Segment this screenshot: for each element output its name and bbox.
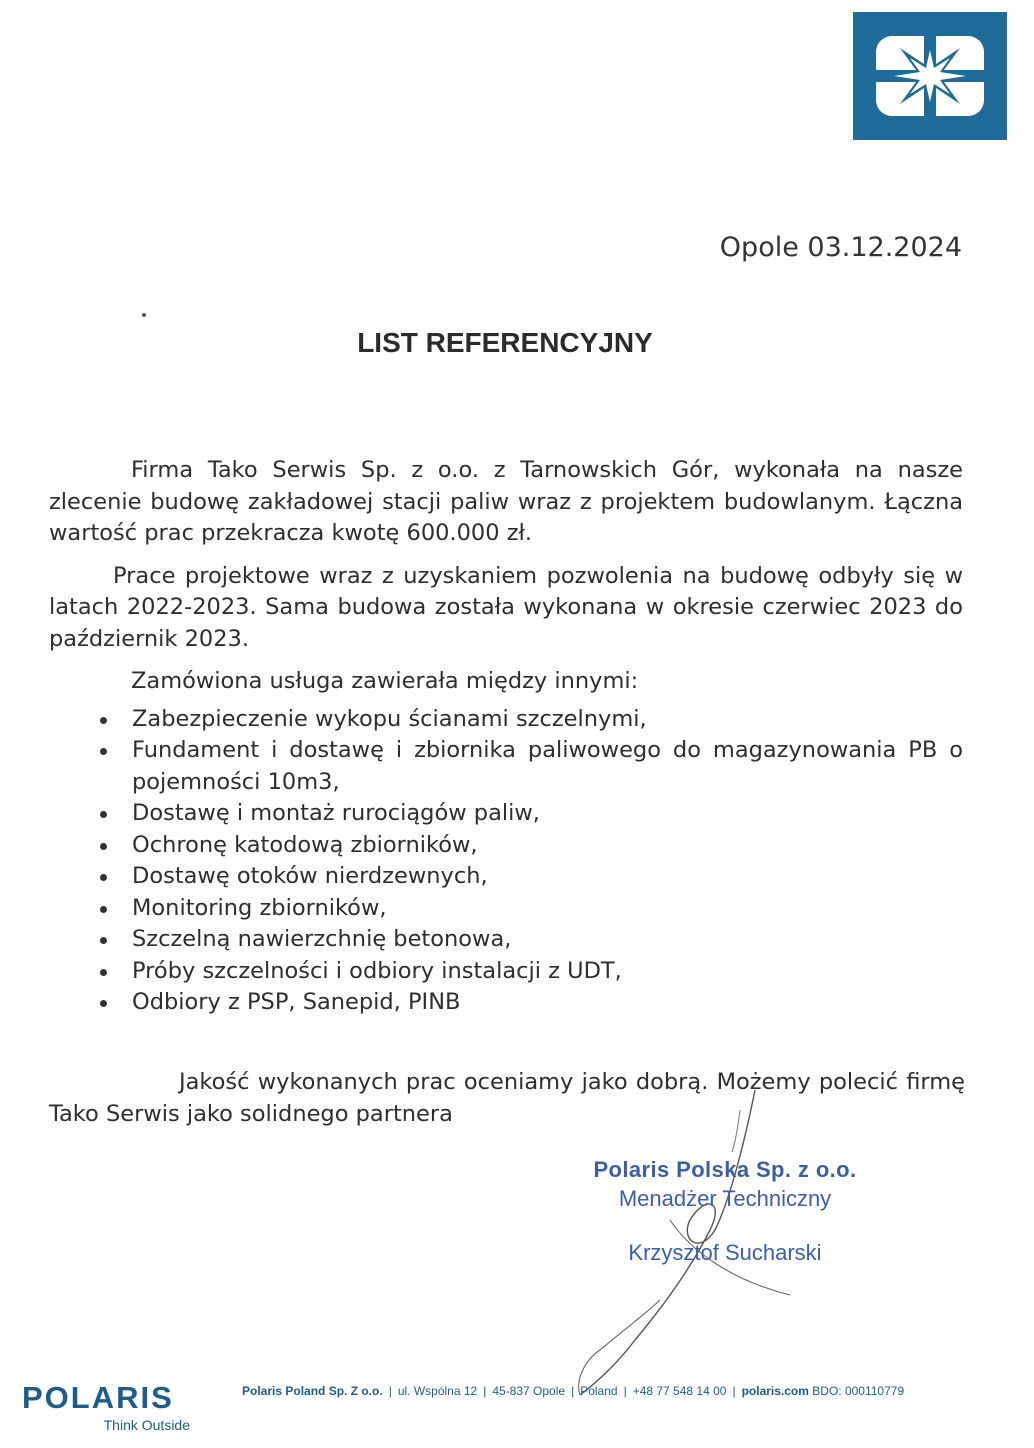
closing-text: Jakość wykonanych prac oceniamy jako dobrą. Możemy polecić firmę Tako Serwis jako solidnego partnera <box>49 1069 965 1127</box>
bullet-icon <box>100 748 107 755</box>
stamp-role: Menadżer Techniczny <box>618 1186 832 1211</box>
list-item: Zabezpieczenie wykopu ścianami szczelnymi, <box>49 704 963 736</box>
letter-title: LIST REFERENCYJNY <box>357 327 653 358</box>
bullet-icon <box>100 906 107 913</box>
footer-address: ul. Wspólna 12 <box>397 1384 478 1398</box>
bullet-icon <box>100 937 107 944</box>
stamp-company: Polaris Polska Sp. z o.o. <box>593 1157 857 1182</box>
footer-tagline: Think Outside <box>103 1417 190 1433</box>
paragraph-intro: Firma Tako Serwis Sp. z o.o. z Tarnowskich Gór, wykonała na nasze zlecenie budowę zakładowej stacji paliw wraz z projektem budowlanym. Łączna wartość prac przekracza kwotę 600.000 zł. <box>49 457 963 546</box>
letter-body <box>49 455 963 1019</box>
list-item: Szczelną nawierzchnię betonowa, <box>49 924 963 956</box>
scan-dot <box>142 313 146 317</box>
bullet-icon <box>100 874 107 881</box>
services-list <box>49 704 963 1019</box>
list-item: Odbiory z PSP, Sanepid, PINB <box>49 987 963 1019</box>
paragraph-timeline: Prace projektowe wraz z uzyskaniem pozwolenia na budowę odbyły się w latach 2022-2023. Sama budowa została wykonana w okresie czerwiec 2023 do październik 2023. <box>49 562 963 652</box>
footer-bdo: BDO: 000110779 <box>812 1384 905 1398</box>
footer-contact-info: Polaris Poland Sp. Z o.o. | ul. Wspólna 12 | 45-837 Opole | Poland | +48 77 548 14 00 | polaris.com BDO: 000110779 <box>242 1384 905 1398</box>
bullet-icon <box>100 843 107 850</box>
footer-phone: +48 77 548 14 00 <box>632 1384 727 1398</box>
letter-date: Opole 03.12.2024 <box>719 232 962 263</box>
closing-paragraph <box>49 1067 965 1130</box>
list-item: Fundament i dostawę i zbiornika paliwowego do magazynowania PB o pojemności 10m3, <box>49 735 963 798</box>
list-item: Dostawę otoków nierdzewnych, <box>49 861 963 893</box>
bullet-icon <box>100 811 107 818</box>
bullet-icon <box>100 969 107 976</box>
company-stamp <box>560 1157 890 1266</box>
list-item: Ochronę katodową zbiorników, <box>49 830 963 862</box>
footer-country: Poland <box>580 1384 618 1398</box>
list-item: Próby szczelności i odbiory instalacji z UDT, <box>49 956 963 988</box>
list-item: Dostawę i montaż rurociągów paliw, <box>49 798 963 830</box>
polaris-star-icon <box>874 34 986 118</box>
polaris-logo-box <box>853 12 1007 140</box>
bullet-icon <box>100 717 107 724</box>
footer-company: Polaris Poland Sp. Z o.o. <box>242 1384 383 1398</box>
footer-brand: POLARIS <box>22 1380 174 1415</box>
footer-logo <box>22 1380 202 1433</box>
paragraph-services-intro: Zamówiona usługa zawierała między innymi: <box>131 668 639 694</box>
footer-website[interactable]: polaris.com <box>741 1384 809 1398</box>
footer-postal: 45-837 Opole <box>492 1384 566 1398</box>
list-item: Monitoring zbiorników, <box>49 893 963 925</box>
bullet-icon <box>100 1000 107 1007</box>
stamp-person: Krzysztof Sucharski <box>628 1240 822 1265</box>
